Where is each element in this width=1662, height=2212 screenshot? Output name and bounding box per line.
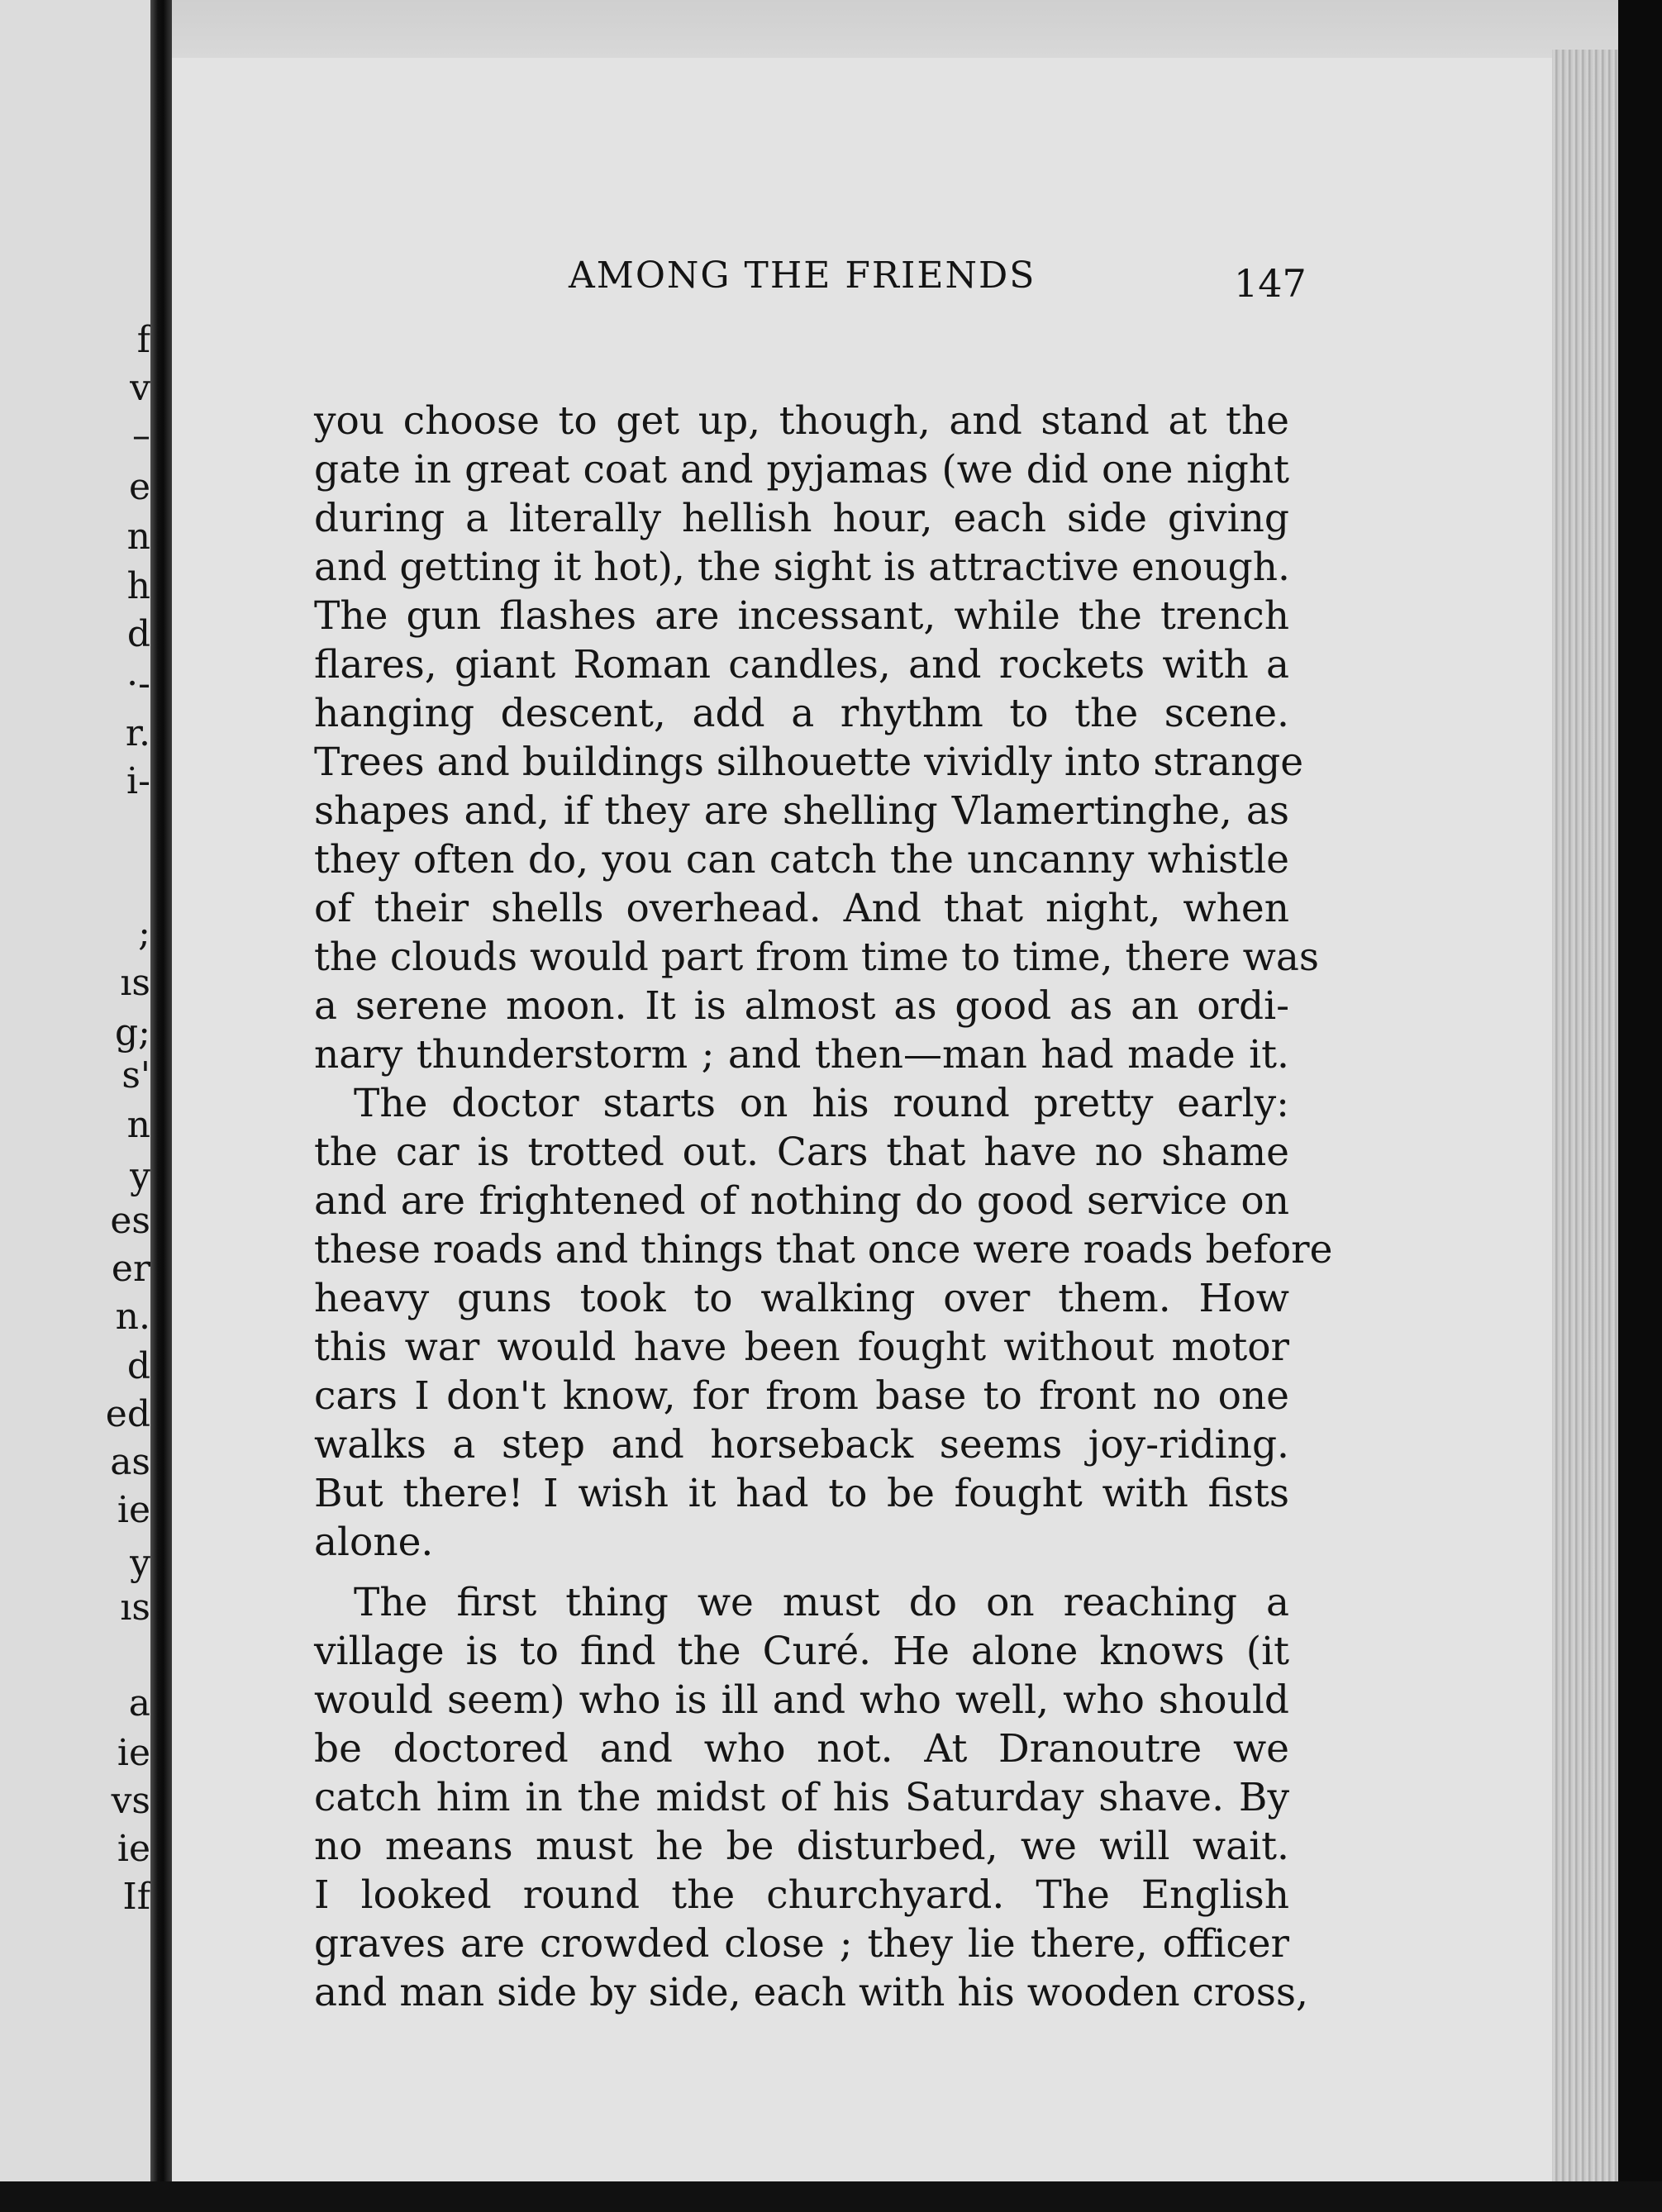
running-title: AMONG THE FRIENDS bbox=[569, 254, 1036, 297]
fragment-line: r. bbox=[125, 712, 150, 754]
text-line: and man side by side, each with his wooden cross, bbox=[314, 1970, 1308, 2015]
fragment-line: y bbox=[130, 1155, 150, 1197]
text-line: you choose to get up, though, and stand at the bbox=[314, 398, 1289, 444]
previous-page-fragment bbox=[0, 0, 150, 2212]
text-line: of their shells overhead. And that night, when bbox=[314, 886, 1289, 931]
fragment-line: If bbox=[122, 1876, 150, 1918]
fragment-line: as bbox=[110, 1441, 150, 1483]
paragraph bbox=[314, 1578, 1308, 2017]
running-head bbox=[172, 254, 1552, 321]
fragment-line: a bbox=[128, 1682, 150, 1724]
fragment-line: g; bbox=[115, 1011, 150, 1054]
text-line: walks a step and horseback seems joy-riding. bbox=[314, 1422, 1289, 1468]
fragment-line: d bbox=[126, 613, 150, 655]
right-background bbox=[1618, 0, 1662, 2212]
text-line: The doctor starts on his round pretty early: bbox=[354, 1081, 1289, 1126]
bottom-background bbox=[0, 2181, 1662, 2212]
previous-page-text bbox=[0, 0, 150, 2212]
text-line: during a literally hellish hour, each side giving bbox=[314, 496, 1289, 541]
fragment-line: er bbox=[111, 1248, 150, 1290]
fragment-line: y bbox=[130, 1542, 150, 1584]
book-page bbox=[172, 58, 1552, 2190]
fragment-line: ıs bbox=[120, 1586, 150, 1629]
top-margin-shadow bbox=[172, 0, 1618, 58]
text-line: heavy guns took to walking over them. How bbox=[314, 1276, 1289, 1321]
fragment-line: ie bbox=[117, 1732, 150, 1774]
fragment-line: vs bbox=[111, 1780, 150, 1822]
text-line: these roads and things that once were roads before bbox=[314, 1227, 1333, 1272]
text-line: the clouds would part from time to time, there was bbox=[314, 935, 1320, 980]
fragment-line: ie bbox=[117, 1828, 150, 1870]
text-line: and are frightened of nothing do good service on bbox=[314, 1178, 1289, 1224]
text-line: I looked round the churchyard. The English bbox=[314, 1872, 1289, 1918]
body-text bbox=[314, 397, 1333, 2017]
text-line: shapes and, if they are shelling Vlamertinghe, as bbox=[314, 788, 1289, 834]
text-line: gate in great coat and pyjamas (we did one night bbox=[314, 447, 1289, 492]
paragraph bbox=[314, 397, 1320, 1079]
text-line: nary thunderstorm ; and then—man had made it. bbox=[314, 1032, 1289, 1077]
text-line: graves are crowded close ; they lie there, officer bbox=[314, 1921, 1289, 1967]
text-line: the car is trotted out. Cars that have no shame bbox=[314, 1130, 1289, 1175]
paragraph bbox=[314, 1079, 1333, 1567]
fragment-line: v bbox=[130, 367, 150, 409]
fragment-line: ·- bbox=[126, 663, 150, 705]
text-line: and getting it hot), the sight is attractive enough. bbox=[314, 545, 1290, 590]
fragment-line: s' bbox=[121, 1054, 150, 1096]
fragment-line: e bbox=[128, 466, 150, 508]
text-line: be doctored and who not. At Dranoutre we bbox=[314, 1726, 1289, 1772]
text-line: cars I don't know, for from base to front no one bbox=[314, 1373, 1289, 1419]
text-line: catch him in the midst of his Saturday shave. By bbox=[314, 1775, 1289, 1820]
text-line: alone. bbox=[314, 1520, 434, 1565]
fragment-line: ; bbox=[138, 912, 150, 954]
fragment-line: n bbox=[126, 1104, 150, 1146]
fragment-line: – bbox=[132, 415, 150, 457]
book-gutter bbox=[150, 0, 172, 2212]
fragment-line: ıs bbox=[120, 962, 150, 1004]
text-line: no means must he be disturbed, we will wait. bbox=[314, 1824, 1289, 1869]
text-line: they often do, you can catch the uncanny whistle bbox=[314, 837, 1289, 882]
fragment-line: n. bbox=[115, 1296, 150, 1338]
text-line: this war would have been fought without motor bbox=[314, 1325, 1289, 1370]
fragment-line: d bbox=[126, 1345, 150, 1387]
text-line: Trees and buildings silhouette vividly into strange bbox=[314, 740, 1304, 785]
text-line: But there! I wish it had to be fought with fists bbox=[314, 1471, 1289, 1516]
fragment-line: n bbox=[126, 516, 150, 558]
text-line: flares, giant Roman candles, and rockets with a bbox=[314, 642, 1289, 687]
fragment-line: ed bbox=[105, 1393, 150, 1435]
fragment-line: es bbox=[110, 1200, 150, 1242]
page-number: 147 bbox=[1234, 261, 1307, 306]
text-line: a serene moon. It is almost as good as an ordi- bbox=[314, 983, 1289, 1029]
fragment-line: i- bbox=[126, 760, 150, 802]
paragraph-spacing bbox=[314, 1567, 1289, 1578]
text-line: The gun flashes are incessant, while the trench bbox=[314, 593, 1289, 639]
fragment-line: f bbox=[136, 319, 150, 361]
fragment-line: ie bbox=[117, 1489, 150, 1531]
text-line: The first thing we must do on reaching a bbox=[354, 1580, 1289, 1625]
text-line: hanging descent, add a rhythm to the scene. bbox=[314, 691, 1289, 736]
text-line: village is to find the Curé. He alone knows (it bbox=[314, 1629, 1289, 1674]
page-block-edge bbox=[1552, 50, 1618, 2198]
fragment-line: h bbox=[126, 565, 150, 607]
text-line: would seem) who is ill and who well, who should bbox=[314, 1677, 1289, 1723]
